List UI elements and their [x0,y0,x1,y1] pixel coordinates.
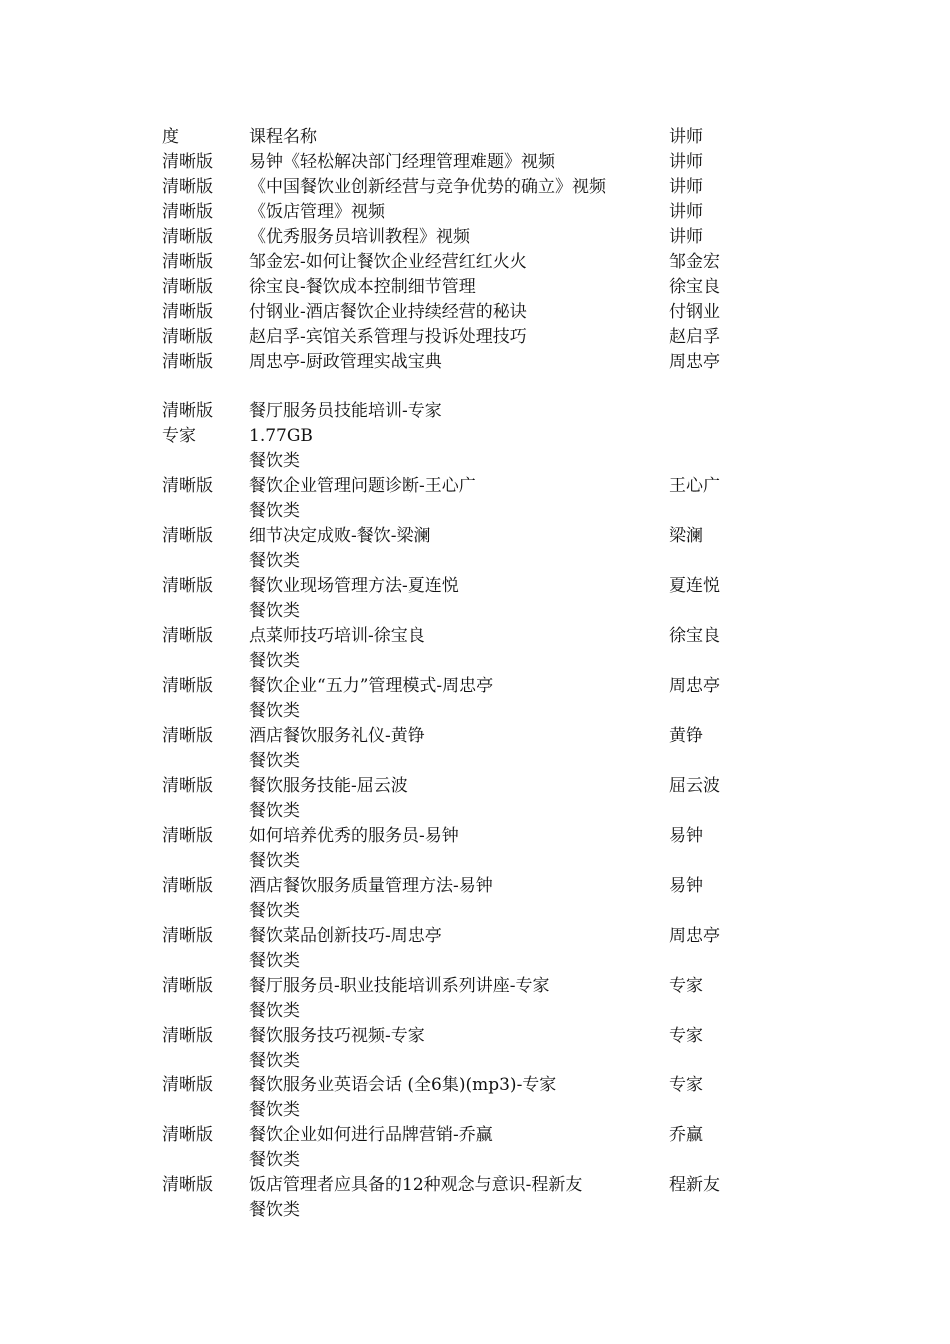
row-quality: 清晰版 [162,726,213,746]
row-teacher: 邹金宏 [669,252,720,272]
table-row [0,150,950,175]
row-course-name: 餐饮菜品创新技巧-周忠亭 [249,926,442,946]
row-course-name: 细节决定成败-餐饮-梁澜 [249,526,431,546]
table-row-detail [0,424,950,449]
row-course-name: 酒店餐饮服务礼仪-黄铮 [249,726,425,746]
row-course-name: 如何培养优秀的服务员-易钟 [249,826,459,846]
row-category [0,1049,950,1074]
row-quality: 清晰版 [162,826,213,846]
row-course-name: 酒店餐饮服务质量管理方法-易钟 [249,876,493,896]
header-course-name: 课程名称 [249,127,317,147]
row-quality: 清晰版 [162,776,213,796]
row-category [0,999,950,1024]
table-row [0,1073,950,1098]
row-teacher: 黄铮 [669,726,703,746]
row-teacher: 周忠亭 [669,352,720,372]
row-quality: 清晰版 [162,277,213,297]
row-quality: 清晰版 [162,1075,213,1095]
category-label: 餐饮类 [249,451,300,471]
row-file-size: 1.77GB [249,426,313,446]
row-quality: 清晰版 [162,626,213,646]
table-row [0,524,950,549]
table-row [0,175,950,200]
row-quality: 清晰版 [162,976,213,996]
row-category [0,549,950,574]
row-teacher: 周忠亭 [669,676,720,696]
table-row [0,1024,950,1049]
category-label: 餐饮类 [249,801,300,821]
row-teacher: 专家 [669,976,703,996]
row-quality: 清晰版 [162,576,213,596]
row-course-name: 餐饮企业管理问题诊断-王心广 [249,476,476,496]
row-quality: 清晰版 [162,401,213,421]
row-quality: 清晰版 [162,327,213,347]
row-quality: 清晰版 [162,476,213,496]
row-quality: 清晰版 [162,876,213,896]
category-label: 餐饮类 [249,701,300,721]
table-row [0,624,950,649]
row-teacher: 易钟 [669,826,703,846]
row-quality: 清晰版 [162,227,213,247]
category-label: 餐饮类 [249,951,300,971]
row-teacher: 乔赢 [669,1125,703,1145]
row-category [0,699,950,724]
row-quality: 清晰版 [162,202,213,222]
table-row [0,774,950,799]
row-category [0,599,950,624]
row-category [0,899,950,924]
row-quality: 清晰版 [162,1175,213,1195]
row-category [0,499,950,524]
table-row [0,724,950,749]
row-teacher: 讲师 [669,227,703,247]
row-category [0,1098,950,1123]
row-course-name: 餐饮业现场管理方法-夏连悦 [249,576,459,596]
category-label: 餐饮类 [249,651,300,671]
row-teacher: 易钟 [669,876,703,896]
row-quality: 清晰版 [162,926,213,946]
row-category [0,799,950,824]
row-course-name: 餐饮企业如何进行品牌营销-乔赢 [249,1125,493,1145]
row-course-name: 《饭店管理》视频 [249,202,385,222]
row-teacher: 周忠亭 [669,926,720,946]
category-label: 餐饮类 [249,1200,300,1220]
row-teacher: 赵启孚 [669,327,720,347]
row-quality: 清晰版 [162,177,213,197]
row-category [0,849,950,874]
row-quality: 清晰版 [162,252,213,272]
table-header-row [0,125,950,150]
table-row [0,474,950,499]
table-row [0,974,950,999]
row-category [0,949,950,974]
table-row [0,350,950,375]
table-row [0,250,950,275]
row-course-name: 付钢业-酒店餐饮企业持续经营的秘诀 [249,302,527,322]
header-teacher: 讲师 [669,127,703,147]
row-course-name: 餐饮企业“五力”管理模式-周忠亭 [249,676,494,696]
row-quality: 清晰版 [162,676,213,696]
table-row [0,1123,950,1148]
row-teacher: 徐宝良 [669,626,720,646]
row-course-name: 徐宝良-餐饮成本控制细节管理 [249,277,476,297]
row-teacher: 讲师 [669,202,703,222]
row-course-name: 易钟《轻松解决部门经理管理难题》视频 [249,152,555,172]
row-quality: 清晰版 [162,152,213,172]
row-course-name: 赵启孚-宾馆关系管理与投诉处理技巧 [249,327,527,347]
row-teacher: 讲师 [669,177,703,197]
row-quality: 清晰版 [162,1026,213,1046]
row-teacher: 付钢业 [669,302,720,322]
category-label: 餐饮类 [249,1051,300,1071]
table-row [0,674,950,699]
row-teacher: 讲师 [669,152,703,172]
table-row [0,325,950,350]
row-category [0,749,950,774]
row-quality: 清晰版 [162,526,213,546]
row-category [0,1148,950,1173]
row-course-name: 《优秀服务员培训教程》视频 [249,227,470,247]
row-course-name: 餐饮服务技能-屈云波 [249,776,408,796]
table-row [0,399,950,424]
row-quality: 清晰版 [162,1125,213,1145]
table-row [0,300,950,325]
category-label: 餐饮类 [249,551,300,571]
row-category [0,1198,950,1223]
row-course-name: 餐厅服务员技能培训-专家 [249,401,442,421]
row-category [0,649,950,674]
category-label: 餐饮类 [249,901,300,921]
category-label: 餐饮类 [249,601,300,621]
row-teacher-label: 专家 [162,426,196,446]
row-teacher: 程新友 [669,1175,720,1195]
row-teacher: 专家 [669,1075,703,1095]
table-row [0,874,950,899]
table-row [0,824,950,849]
row-course-name: 饭店管理者应具备的12种观念与意识-程新友 [249,1175,583,1195]
row-course-name: 邹金宏-如何让餐饮企业经营红红火火 [249,252,527,272]
category-label: 餐饮类 [249,1100,300,1120]
row-teacher: 王心广 [669,476,720,496]
row-course-name: 《中国餐饮业创新经营与竞争优势的确立》视频 [249,177,606,197]
row-course-name: 周忠亭-厨政管理实战宝典 [249,352,442,372]
row-teacher: 夏连悦 [669,576,720,596]
row-course-name: 餐饮服务业英语会话 (全6集)(mp3)-专家 [249,1075,557,1095]
row-course-name: 点菜师技巧培训-徐宝良 [249,626,425,646]
row-teacher: 徐宝良 [669,277,720,297]
category-label: 餐饮类 [249,851,300,871]
row-course-name: 餐厅服务员-职业技能培训系列讲座-专家 [249,976,550,996]
category-label: 餐饮类 [249,751,300,771]
category-label: 餐饮类 [249,501,300,521]
category-label: 餐饮类 [249,1001,300,1021]
row-category [0,449,950,474]
table-row [0,574,950,599]
table-row [0,225,950,250]
category-label: 餐饮类 [249,1150,300,1170]
row-teacher: 梁澜 [669,526,703,546]
table-row [0,924,950,949]
table-row [0,1173,950,1198]
row-quality: 清晰版 [162,352,213,372]
row-quality: 清晰版 [162,302,213,322]
header-quality: 度 [162,127,179,147]
row-teacher: 专家 [669,1026,703,1046]
table-row [0,275,950,300]
row-teacher: 屈云波 [669,776,720,796]
table-row [0,200,950,225]
row-course-name: 餐饮服务技巧视频-专家 [249,1026,425,1046]
